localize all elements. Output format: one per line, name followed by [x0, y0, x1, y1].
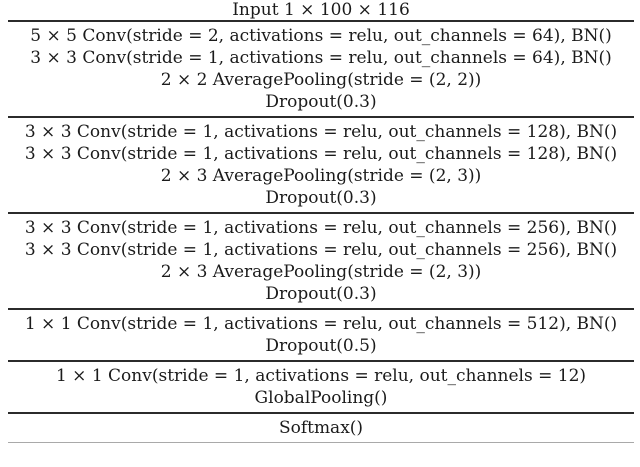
- table-row: 3 × 3 Conv(stride = 1, activations = relu, out_channels = 256), BN(): [24, 240, 618, 260]
- table-row: 1 × 1 Conv(stride = 1, activations = relu, out_channels = 12): [55, 366, 587, 386]
- table-row: 1 × 1 Conv(stride = 1, activations = relu, out_channels = 512), BN(): [24, 314, 618, 334]
- table-row: Input 1 × 100 × 116: [232, 0, 410, 20]
- table-section: [8, 214, 634, 310]
- table-section: [8, 414, 634, 443]
- table-row: 3 × 3 Conv(stride = 1, activations = relu, out_channels = 256), BN(): [24, 218, 618, 238]
- table-row: Dropout(0.3): [265, 284, 377, 304]
- table-row: Dropout(0.3): [265, 188, 377, 208]
- table-row: 3 × 3 Conv(stride = 1, activations = relu, out_channels = 128), BN(): [24, 144, 618, 164]
- table-row: 2 × 3 AveragePooling(stride = (2, 3)): [160, 262, 482, 282]
- table-row: 2 × 2 AveragePooling(stride = (2, 2)): [160, 70, 482, 90]
- table-row: Softmax(): [278, 418, 364, 438]
- table-row: Dropout(0.3): [265, 92, 377, 112]
- table-row: 3 × 3 Conv(stride = 1, activations = relu, out_channels = 128), BN(): [24, 122, 618, 142]
- table-row: 3 × 3 Conv(stride = 1, activations = relu, out_channels = 64), BN(): [30, 48, 612, 68]
- table-section: [8, 362, 634, 414]
- table-section: [8, 0, 634, 22]
- table-row: 2 × 3 AveragePooling(stride = (2, 3)): [160, 166, 482, 186]
- table-row: Dropout(0.5): [265, 336, 377, 356]
- table-section: [8, 22, 634, 118]
- table-section: [8, 310, 634, 362]
- table-row: 5 × 5 Conv(stride = 2, activations = relu, out_channels = 64), BN(): [30, 26, 612, 46]
- table-row: GlobalPooling(): [254, 388, 388, 408]
- table-section: [8, 118, 634, 214]
